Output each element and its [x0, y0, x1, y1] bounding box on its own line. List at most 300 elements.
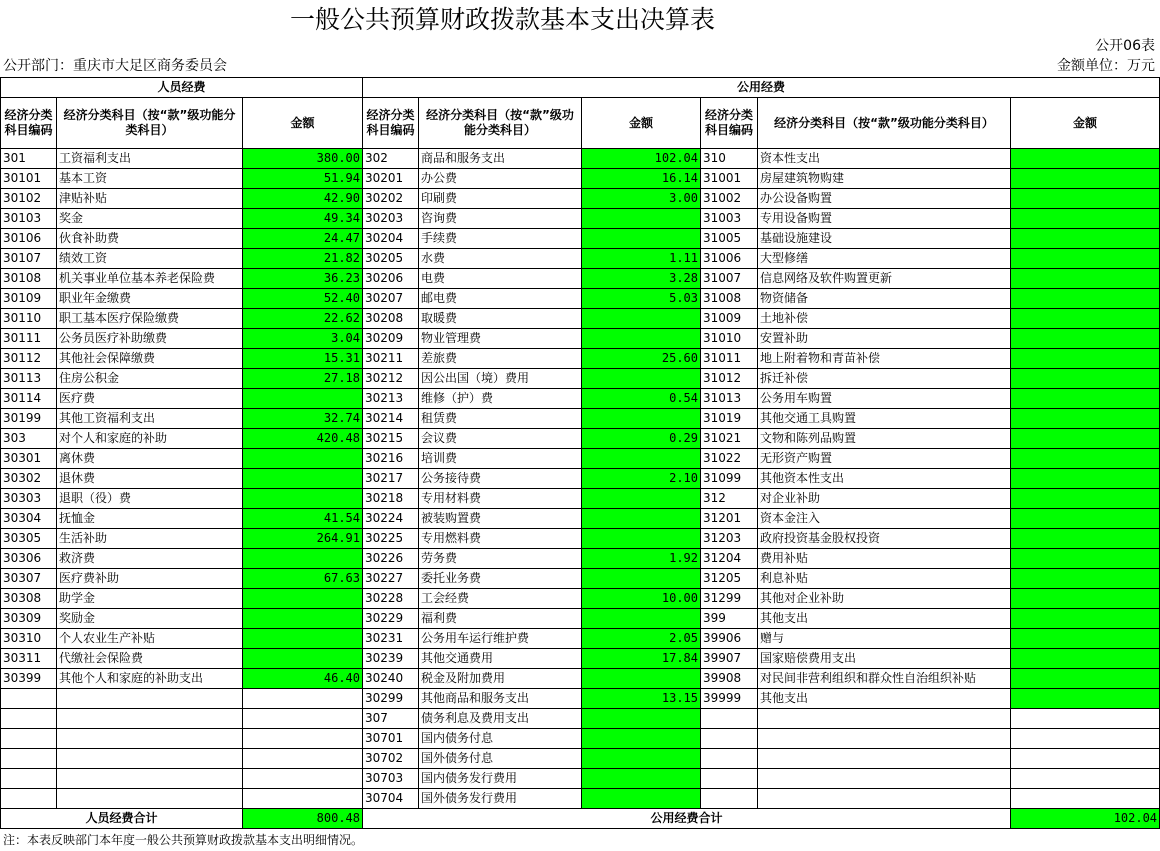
table-row: [1, 309, 1160, 329]
code-cell: 30112: [1, 349, 57, 369]
name-cell: 其他资本性支出: [758, 469, 1011, 489]
name-cell: 租赁费: [419, 409, 582, 429]
name-cell: 国外债务付息: [419, 749, 582, 769]
header-amount: 金额: [243, 98, 363, 149]
amount-cell: [1011, 449, 1160, 469]
amount-cell: 17.84: [582, 649, 701, 669]
amount-cell: [582, 609, 701, 629]
code-cell: 30301: [1, 449, 57, 469]
code-cell: [1, 769, 57, 789]
table-row: [1, 709, 1160, 729]
table-row: [1, 529, 1160, 549]
code-cell: 30107: [1, 249, 57, 269]
table-row: [1, 149, 1160, 169]
amount-cell: [582, 329, 701, 349]
code-cell: [701, 729, 758, 749]
code-cell: 30207: [363, 289, 419, 309]
totals-row: [1, 809, 1160, 829]
amount-cell: [1011, 289, 1160, 309]
name-cell: [57, 709, 243, 729]
code-cell: 30212: [363, 369, 419, 389]
amount-cell: [582, 789, 701, 809]
amount-cell: 1.11: [582, 249, 701, 269]
table-row: [1, 689, 1160, 709]
amount-cell: [582, 569, 701, 589]
code-cell: 30209: [363, 329, 419, 349]
name-cell: 赠与: [758, 629, 1011, 649]
name-cell: 维修（护）费: [419, 389, 582, 409]
amount-cell: [1011, 469, 1160, 489]
amount-cell: [1011, 509, 1160, 529]
amount-cell: [582, 709, 701, 729]
name-cell: [758, 729, 1011, 749]
name-cell: 文物和陈列品购置: [758, 429, 1011, 449]
name-cell: 对个人和家庭的补助: [57, 429, 243, 449]
amount-cell: [1011, 409, 1160, 429]
amount-cell: 16.14: [582, 169, 701, 189]
code-cell: 30108: [1, 269, 57, 289]
name-cell: 债务利息及费用支出: [419, 709, 582, 729]
name-cell: 无形资产购置: [758, 449, 1011, 469]
name-cell: 地上附着物和青苗补偿: [758, 349, 1011, 369]
name-cell: 退职（役）费: [57, 489, 243, 509]
column-header-row: [1, 98, 1160, 149]
amount-cell: [243, 549, 363, 569]
table-row: [1, 349, 1160, 369]
amount-cell: [582, 529, 701, 549]
name-cell: 安置补助: [758, 329, 1011, 349]
section-personnel: 人员经费: [1, 78, 363, 98]
name-cell: 其他社会保障缴费: [57, 349, 243, 369]
name-cell: 绩效工资: [57, 249, 243, 269]
department-label: 公开部门：重庆市大足区商务委员会: [3, 58, 227, 74]
code-cell: 39906: [701, 629, 758, 649]
name-cell: 办公设备购置: [758, 189, 1011, 209]
amount-cell: [582, 509, 701, 529]
name-cell: 专用材料费: [419, 489, 582, 509]
name-cell: 培训费: [419, 449, 582, 469]
name-cell: 差旅费: [419, 349, 582, 369]
code-cell: 30103: [1, 209, 57, 229]
name-cell: 公务用车购置: [758, 389, 1011, 409]
code-cell: 30208: [363, 309, 419, 329]
name-cell: 专用设备购置: [758, 209, 1011, 229]
code-cell: 30106: [1, 229, 57, 249]
name-cell: 物业管理费: [419, 329, 582, 349]
name-cell: 其他工资福利支出: [57, 409, 243, 429]
code-cell: 30239: [363, 649, 419, 669]
name-cell: 国外债务发行费用: [419, 789, 582, 809]
name-cell: 抚恤金: [57, 509, 243, 529]
name-cell: [57, 749, 243, 769]
expenditure-table: [0, 77, 1160, 829]
table-row: [1, 749, 1160, 769]
name-cell: 代缴社会保险费: [57, 649, 243, 669]
code-cell: 30311: [1, 649, 57, 669]
amount-cell: 42.90: [243, 189, 363, 209]
amount-cell: [1011, 669, 1160, 689]
code-cell: 301: [1, 149, 57, 169]
name-cell: 邮电费: [419, 289, 582, 309]
amount-cell: [243, 609, 363, 629]
section-public: 公用经费: [363, 78, 1160, 98]
code-cell: 399: [701, 609, 758, 629]
amount-cell: [243, 489, 363, 509]
code-cell: 30224: [363, 509, 419, 529]
amount-cell: 3.00: [582, 189, 701, 209]
amount-cell: [243, 389, 363, 409]
amount-cell: [1011, 789, 1160, 809]
name-cell: 税金及附加费用: [419, 669, 582, 689]
name-cell: 拆迁补偿: [758, 369, 1011, 389]
amount-cell: [243, 629, 363, 649]
code-cell: 30204: [363, 229, 419, 249]
code-cell: 31010: [701, 329, 758, 349]
name-cell: [57, 729, 243, 749]
public-total-amount: 102.04: [1011, 809, 1160, 829]
code-cell: 30215: [363, 429, 419, 449]
amount-cell: [1011, 369, 1160, 389]
code-cell: 31005: [701, 229, 758, 249]
amount-cell: [1011, 609, 1160, 629]
name-cell: 对企业补助: [758, 489, 1011, 509]
amount-cell: [1011, 429, 1160, 449]
amount-cell: [243, 589, 363, 609]
code-cell: 30303: [1, 489, 57, 509]
amount-cell: 15.31: [243, 349, 363, 369]
name-cell: 公务员医疗补助缴费: [57, 329, 243, 349]
header-name: 经济分类科目（按“款”级功能分类科目）: [758, 98, 1011, 149]
amount-cell: 0.54: [582, 389, 701, 409]
code-cell: 31001: [701, 169, 758, 189]
amount-cell: [1011, 729, 1160, 749]
table-row: [1, 629, 1160, 649]
name-cell: 委托业务费: [419, 569, 582, 589]
amount-cell: 67.63: [243, 569, 363, 589]
amount-cell: [243, 709, 363, 729]
amount-cell: [1011, 249, 1160, 269]
amount-cell: [1011, 649, 1160, 669]
name-cell: 手续费: [419, 229, 582, 249]
amount-cell: [243, 769, 363, 789]
name-cell: 退休费: [57, 469, 243, 489]
code-cell: 31009: [701, 309, 758, 329]
amount-cell: [1011, 589, 1160, 609]
amount-cell: [1011, 189, 1160, 209]
code-cell: 30202: [363, 189, 419, 209]
name-cell: [758, 769, 1011, 789]
code-cell: 30205: [363, 249, 419, 269]
code-cell: 30217: [363, 469, 419, 489]
code-cell: 31021: [701, 429, 758, 449]
name-cell: 其他交通费用: [419, 649, 582, 669]
code-cell: 31019: [701, 409, 758, 429]
name-cell: 土地补偿: [758, 309, 1011, 329]
name-cell: 政府投资基金股权投资: [758, 529, 1011, 549]
table-row: [1, 329, 1160, 349]
code-cell: 30299: [363, 689, 419, 709]
table-row: [1, 449, 1160, 469]
table-row: [1, 489, 1160, 509]
table-row: [1, 669, 1160, 689]
amount-cell: [582, 669, 701, 689]
table-row: [1, 269, 1160, 289]
amount-cell: 3.04: [243, 329, 363, 349]
code-cell: 31011: [701, 349, 758, 369]
amount-cell: 420.48: [243, 429, 363, 449]
amount-cell: 13.15: [582, 689, 701, 709]
amount-cell: [582, 309, 701, 329]
name-cell: 印刷费: [419, 189, 582, 209]
form-number: 公开06表: [1095, 38, 1155, 54]
personnel-total-label: 人员经费合计: [1, 809, 243, 829]
name-cell: 大型修缮: [758, 249, 1011, 269]
name-cell: 其他对企业补助: [758, 589, 1011, 609]
name-cell: 因公出国（境）费用: [419, 369, 582, 389]
amount-cell: [1011, 569, 1160, 589]
section-header-row: [1, 78, 1160, 98]
table-row: [1, 729, 1160, 749]
table-row: [1, 169, 1160, 189]
code-cell: 30227: [363, 569, 419, 589]
name-cell: 会议费: [419, 429, 582, 449]
table-row: [1, 789, 1160, 809]
amount-cell: 36.23: [243, 269, 363, 289]
amount-cell: [243, 689, 363, 709]
code-cell: 30304: [1, 509, 57, 529]
name-cell: 对民间非营利组织和群众性自治组织补贴: [758, 669, 1011, 689]
amount-cell: [243, 729, 363, 749]
table-row: [1, 549, 1160, 569]
table-row: [1, 189, 1160, 209]
amount-cell: [1011, 229, 1160, 249]
table-row: [1, 389, 1160, 409]
amount-cell: 0.29: [582, 429, 701, 449]
name-cell: 信息网络及软件购置更新: [758, 269, 1011, 289]
amount-cell: 41.54: [243, 509, 363, 529]
code-cell: 303: [1, 429, 57, 449]
name-cell: 个人农业生产补贴: [57, 629, 243, 649]
code-cell: 310: [701, 149, 758, 169]
amount-cell: [243, 449, 363, 469]
code-cell: [701, 769, 758, 789]
code-cell: 31003: [701, 209, 758, 229]
name-cell: 利息补贴: [758, 569, 1011, 589]
code-cell: 30308: [1, 589, 57, 609]
amount-cell: 46.40: [243, 669, 363, 689]
unit-label: 金额单位：万元: [1057, 58, 1155, 74]
amount-cell: 32.74: [243, 409, 363, 429]
code-cell: 30701: [363, 729, 419, 749]
code-cell: [701, 709, 758, 729]
amount-cell: 102.04: [582, 149, 701, 169]
code-cell: 30703: [363, 769, 419, 789]
code-cell: 30113: [1, 369, 57, 389]
footnote: 注：本表反映部门本年度一般公共预算财政拨款基本支出明细情况。: [3, 833, 364, 847]
name-cell: 福利费: [419, 609, 582, 629]
table-row: [1, 609, 1160, 629]
code-cell: 30110: [1, 309, 57, 329]
name-cell: 职业年金缴费: [57, 289, 243, 309]
name-cell: 国家赔偿费用支出: [758, 649, 1011, 669]
name-cell: 助学金: [57, 589, 243, 609]
code-cell: 30102: [1, 189, 57, 209]
amount-cell: 24.47: [243, 229, 363, 249]
code-cell: 307: [363, 709, 419, 729]
code-cell: 31008: [701, 289, 758, 309]
amount-cell: [582, 729, 701, 749]
amount-cell: 5.03: [582, 289, 701, 309]
name-cell: 其他支出: [758, 689, 1011, 709]
code-cell: 30306: [1, 549, 57, 569]
name-cell: 工会经费: [419, 589, 582, 609]
code-cell: 30310: [1, 629, 57, 649]
code-cell: 30114: [1, 389, 57, 409]
code-cell: 30225: [363, 529, 419, 549]
code-cell: 30211: [363, 349, 419, 369]
code-cell: 30702: [363, 749, 419, 769]
name-cell: 劳务费: [419, 549, 582, 569]
name-cell: 被装购置费: [419, 509, 582, 529]
code-cell: 30399: [1, 669, 57, 689]
name-cell: 国内债务付息: [419, 729, 582, 749]
table-row: [1, 509, 1160, 529]
code-cell: 30216: [363, 449, 419, 469]
header-code: 经济分类科目编码: [1, 98, 57, 149]
amount-cell: [582, 209, 701, 229]
code-cell: 31205: [701, 569, 758, 589]
amount-cell: 3.28: [582, 269, 701, 289]
page-title: 一般公共预算财政拨款基本支出决算表: [289, 5, 715, 34]
amount-cell: [582, 369, 701, 389]
code-cell: 31002: [701, 189, 758, 209]
name-cell: 医疗费: [57, 389, 243, 409]
name-cell: 物资储备: [758, 289, 1011, 309]
code-cell: 31201: [701, 509, 758, 529]
code-cell: 30302: [1, 469, 57, 489]
name-cell: 基础设施建设: [758, 229, 1011, 249]
code-cell: [1, 729, 57, 749]
code-cell: 30240: [363, 669, 419, 689]
name-cell: 国内债务发行费用: [419, 769, 582, 789]
code-cell: [701, 789, 758, 809]
name-cell: 工资福利支出: [57, 149, 243, 169]
code-cell: 30206: [363, 269, 419, 289]
header-name: 经济分类科目（按“款”级功能分类科目）: [57, 98, 243, 149]
code-cell: 30305: [1, 529, 57, 549]
amount-cell: 380.00: [243, 149, 363, 169]
amount-cell: [1011, 209, 1160, 229]
amount-cell: 49.34: [243, 209, 363, 229]
amount-cell: [1011, 629, 1160, 649]
code-cell: 30109: [1, 289, 57, 309]
name-cell: [758, 749, 1011, 769]
amount-cell: 2.05: [582, 629, 701, 649]
amount-cell: [582, 409, 701, 429]
code-cell: 30226: [363, 549, 419, 569]
code-cell: 30309: [1, 609, 57, 629]
name-cell: 奖金: [57, 209, 243, 229]
code-cell: 30228: [363, 589, 419, 609]
code-cell: 31012: [701, 369, 758, 389]
amount-cell: [582, 229, 701, 249]
amount-cell: 264.91: [243, 529, 363, 549]
name-cell: 公务接待费: [419, 469, 582, 489]
name-cell: 水费: [419, 249, 582, 269]
name-cell: [57, 689, 243, 709]
name-cell: 咨询费: [419, 209, 582, 229]
table-row: [1, 469, 1160, 489]
amount-cell: [243, 749, 363, 769]
amount-cell: [582, 769, 701, 789]
code-cell: [1, 709, 57, 729]
code-cell: 30704: [363, 789, 419, 809]
amount-cell: [1011, 529, 1160, 549]
name-cell: 专用燃料费: [419, 529, 582, 549]
code-cell: 30229: [363, 609, 419, 629]
amount-cell: [1011, 269, 1160, 289]
amount-cell: [1011, 749, 1160, 769]
header-code: 经济分类科目编码: [363, 98, 419, 149]
amount-cell: 21.82: [243, 249, 363, 269]
name-cell: [57, 789, 243, 809]
amount-cell: [582, 749, 701, 769]
amount-cell: [582, 489, 701, 509]
code-cell: 31007: [701, 269, 758, 289]
header-code: 经济分类科目编码: [701, 98, 758, 149]
name-cell: 电费: [419, 269, 582, 289]
name-cell: 救济费: [57, 549, 243, 569]
amount-cell: 25.60: [582, 349, 701, 369]
code-cell: [1, 749, 57, 769]
name-cell: [758, 789, 1011, 809]
name-cell: 费用补贴: [758, 549, 1011, 569]
name-cell: 医疗费补助: [57, 569, 243, 589]
name-cell: 房屋建筑物购建: [758, 169, 1011, 189]
amount-cell: [1011, 689, 1160, 709]
code-cell: 312: [701, 489, 758, 509]
name-cell: 津贴补贴: [57, 189, 243, 209]
header-amount: 金额: [582, 98, 701, 149]
code-cell: 30199: [1, 409, 57, 429]
name-cell: 资本金注入: [758, 509, 1011, 529]
code-cell: 30214: [363, 409, 419, 429]
code-cell: [1, 789, 57, 809]
amount-cell: 10.00: [582, 589, 701, 609]
code-cell: 31299: [701, 589, 758, 609]
code-cell: 302: [363, 149, 419, 169]
name-cell: 其他支出: [758, 609, 1011, 629]
name-cell: 办公费: [419, 169, 582, 189]
amount-cell: 27.18: [243, 369, 363, 389]
amount-cell: [1011, 549, 1160, 569]
amount-cell: [1011, 489, 1160, 509]
amount-cell: [1011, 709, 1160, 729]
name-cell: 其他交通工具购置: [758, 409, 1011, 429]
amount-cell: [1011, 389, 1160, 409]
amount-cell: [243, 469, 363, 489]
amount-cell: 52.40: [243, 289, 363, 309]
public-total-label: 公用经费合计: [363, 809, 1011, 829]
table-row: [1, 649, 1160, 669]
code-cell: 30231: [363, 629, 419, 649]
name-cell: 基本工资: [57, 169, 243, 189]
code-cell: 30111: [1, 329, 57, 349]
table-row: [1, 289, 1160, 309]
name-cell: 其他商品和服务支出: [419, 689, 582, 709]
amount-cell: [1011, 349, 1160, 369]
table-row: [1, 209, 1160, 229]
